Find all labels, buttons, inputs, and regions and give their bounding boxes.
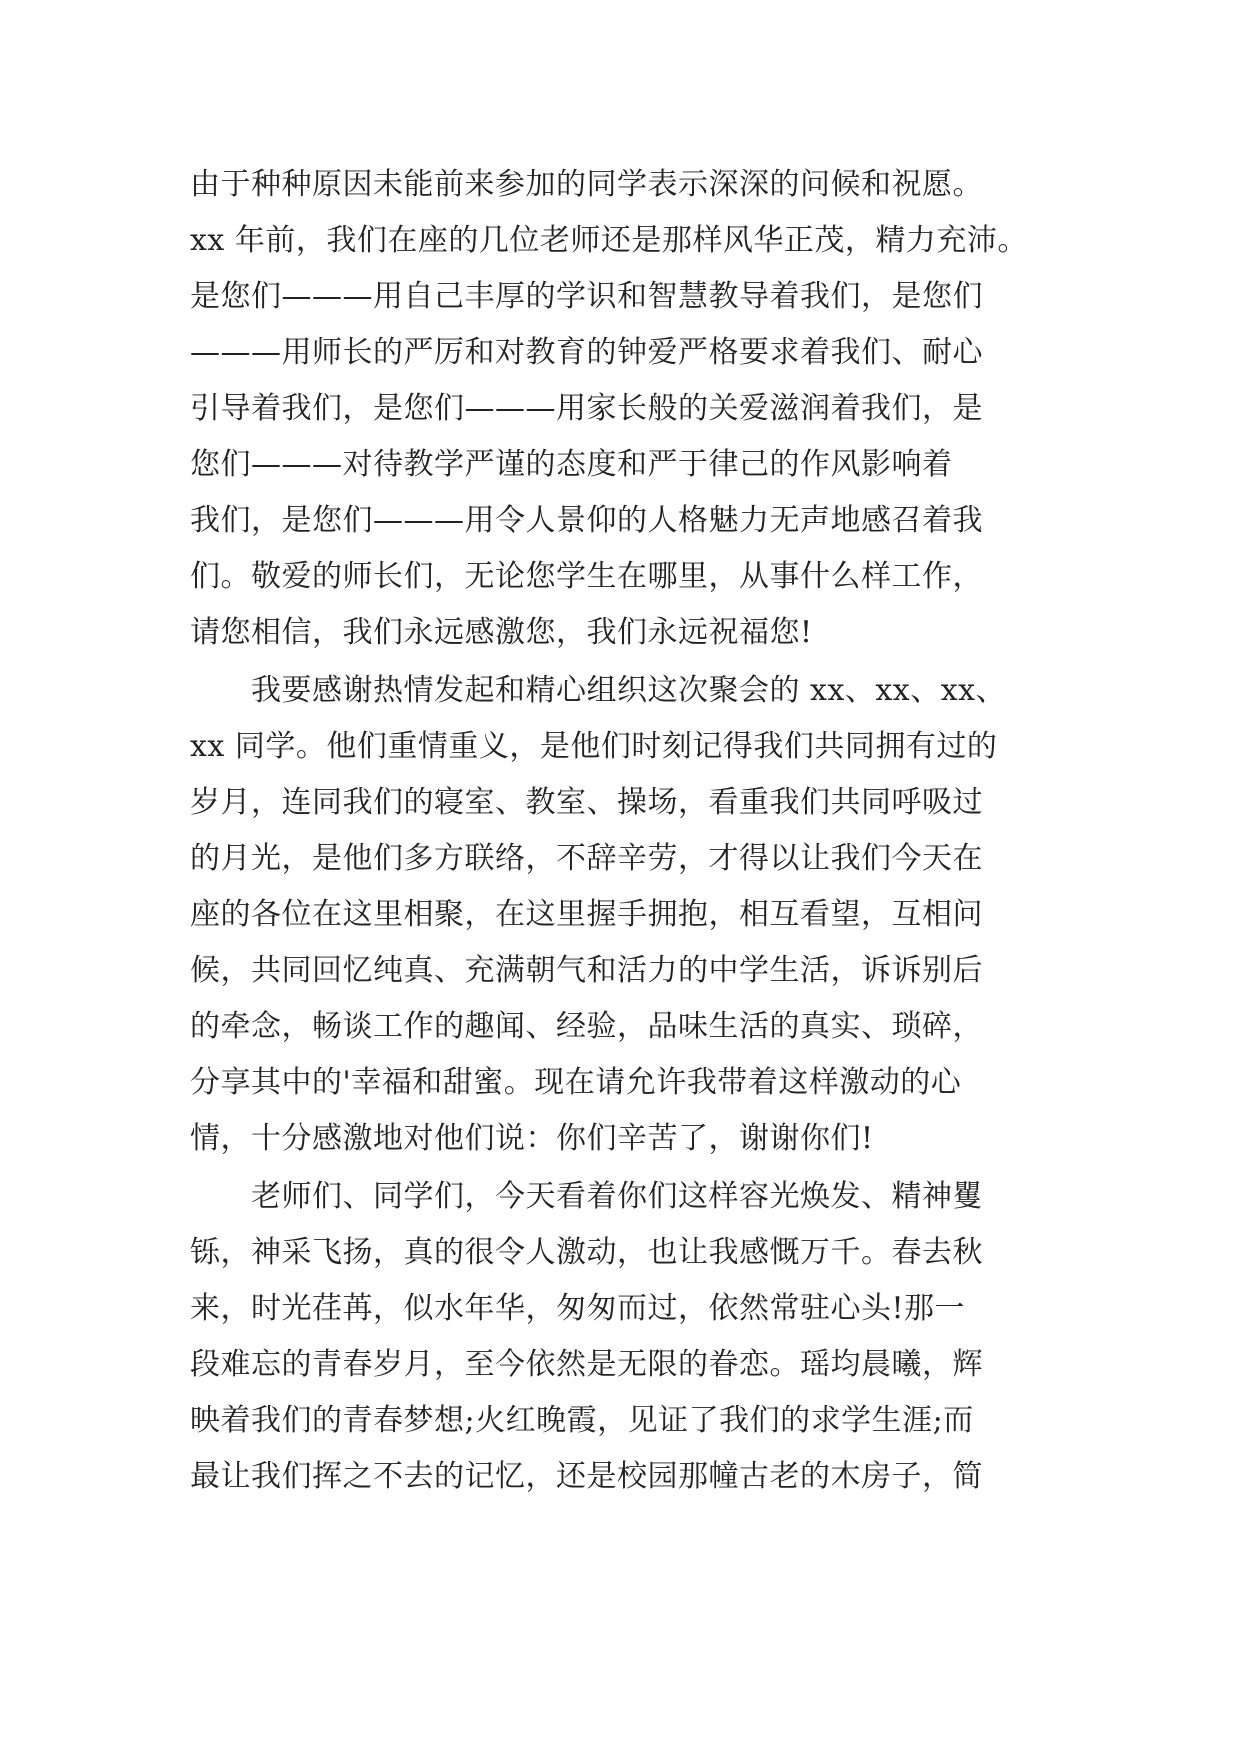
text-line: 请您相信，我们永远感激您，我们永远祝福您! [190,615,813,650]
document-body [190,157,1070,1505]
text-line: 情，十分感激地对他们说：你们辛苦了，谢谢你们! [190,1121,874,1156]
text-line: ———用师长的严厉和对教育的钟爱严格要求着我们、耐心 [190,335,983,370]
text-line: xx 同学。他们重情重义，是他们时刻记得我们共同拥有过的 [190,729,998,764]
text-line: 铄，神采飞扬，真的很令人激动，也让我感慨万千。春去秋 [190,1235,983,1270]
text-line: 来，时光荏苒，似水年华，匆匆而过，依然常驻心头!那一 [190,1291,966,1326]
text-line: 段难忘的青春岁月，至今依然是无限的眷恋。瑶均晨曦，辉 [190,1347,983,1382]
text-line: 由于种种原因未能前来参加的同学表示深深的问候和祝愿。 [190,167,983,202]
text-line: 分享其中的'幸福和甜蜜。现在请允许我带着这样激动的心 [190,1065,962,1100]
text-line: 候，共同回忆纯真、充满朝气和活力的中学生活，诉诉别后 [190,953,983,988]
text-line: 的月光，是他们多方联络，不辞辛劳，才得以让我们今天在 [190,841,983,876]
text-line: 您们———对待教学严谨的态度和严于律己的作风影响着 [190,447,953,482]
text-line: 岁月，连同我们的寝室、教室、操场，看重我们共同呼吸过 [190,785,983,820]
paragraph-start-line: 老师们、同学们，今天看着你们这样容光焕发、精神矍 [190,1179,983,1214]
text-line: 我们，是您们———用令人景仰的人格魅力无声地感召着我 [190,503,983,538]
text-line: 们。敬爱的师长们，无论您学生在哪里，从事什么样工作， [190,559,983,594]
text-line: xx 年前，我们在座的几位老师还是那样风华正茂，精力充沛。 [190,223,1028,258]
text-line: 座的各位在这里相聚，在这里握手拥抱，相互看望，互相问 [190,897,983,932]
text-line: 映着我们的青春梦想;火红晚霞，见证了我们的求学生涯;而 [190,1403,974,1438]
text-line: 最让我们挥之不去的记忆，还是校园那幢古老的木房子，简 [190,1459,983,1494]
text-line: 的牵念，畅谈工作的趣闻、经验，品味生活的真实、琐碎， [190,1009,983,1044]
paragraph-start-line: 我要感谢热情发起和精心组织这次聚会的 xx、xx、xx、 [190,673,1007,708]
text-line: 是您们———用自己丰厚的学识和智慧教导着我们，是您们 [190,279,983,314]
text-line: 引导着我们，是您们———用家长般的关爱滋润着我们，是 [190,391,983,426]
